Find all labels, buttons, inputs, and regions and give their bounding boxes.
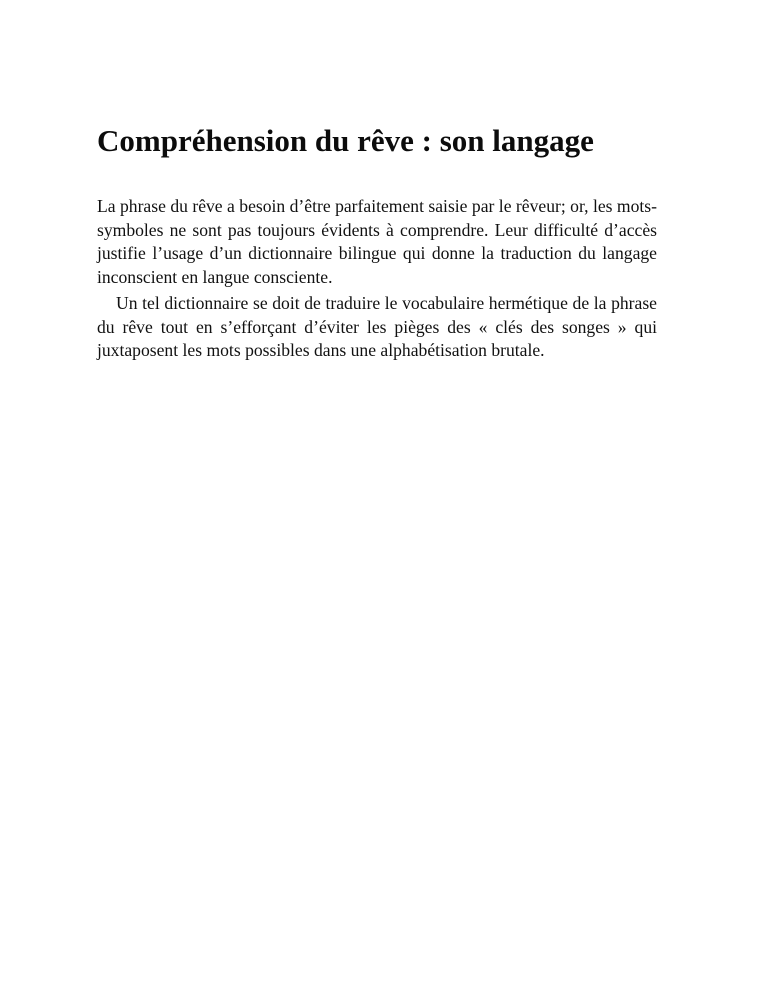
page-content xyxy=(97,121,657,363)
paragraph-1: La phrase du rêve a besoin d’être parfaitement saisie par le rêveur; or, les mots-symboles ne sont pas toujours évidents à comprendre. Leur difficulté d’accès justifie l’usage d’un dictionnaire bilingue qui donne la traduction du langage inconscient en langue consciente. xyxy=(97,196,657,287)
page-title: Compréhension du rêve : son langage xyxy=(97,123,594,158)
paragraph-2: Un tel dictionnaire se doit de traduire le vocabulaire hermétique de la phrase du rêve tout en s’efforçant d’éviter les pièges des « clés des songes » qui juxtaposent les mots possibles dans une alphabétisation brutale. xyxy=(97,293,657,360)
body-text xyxy=(97,195,657,363)
